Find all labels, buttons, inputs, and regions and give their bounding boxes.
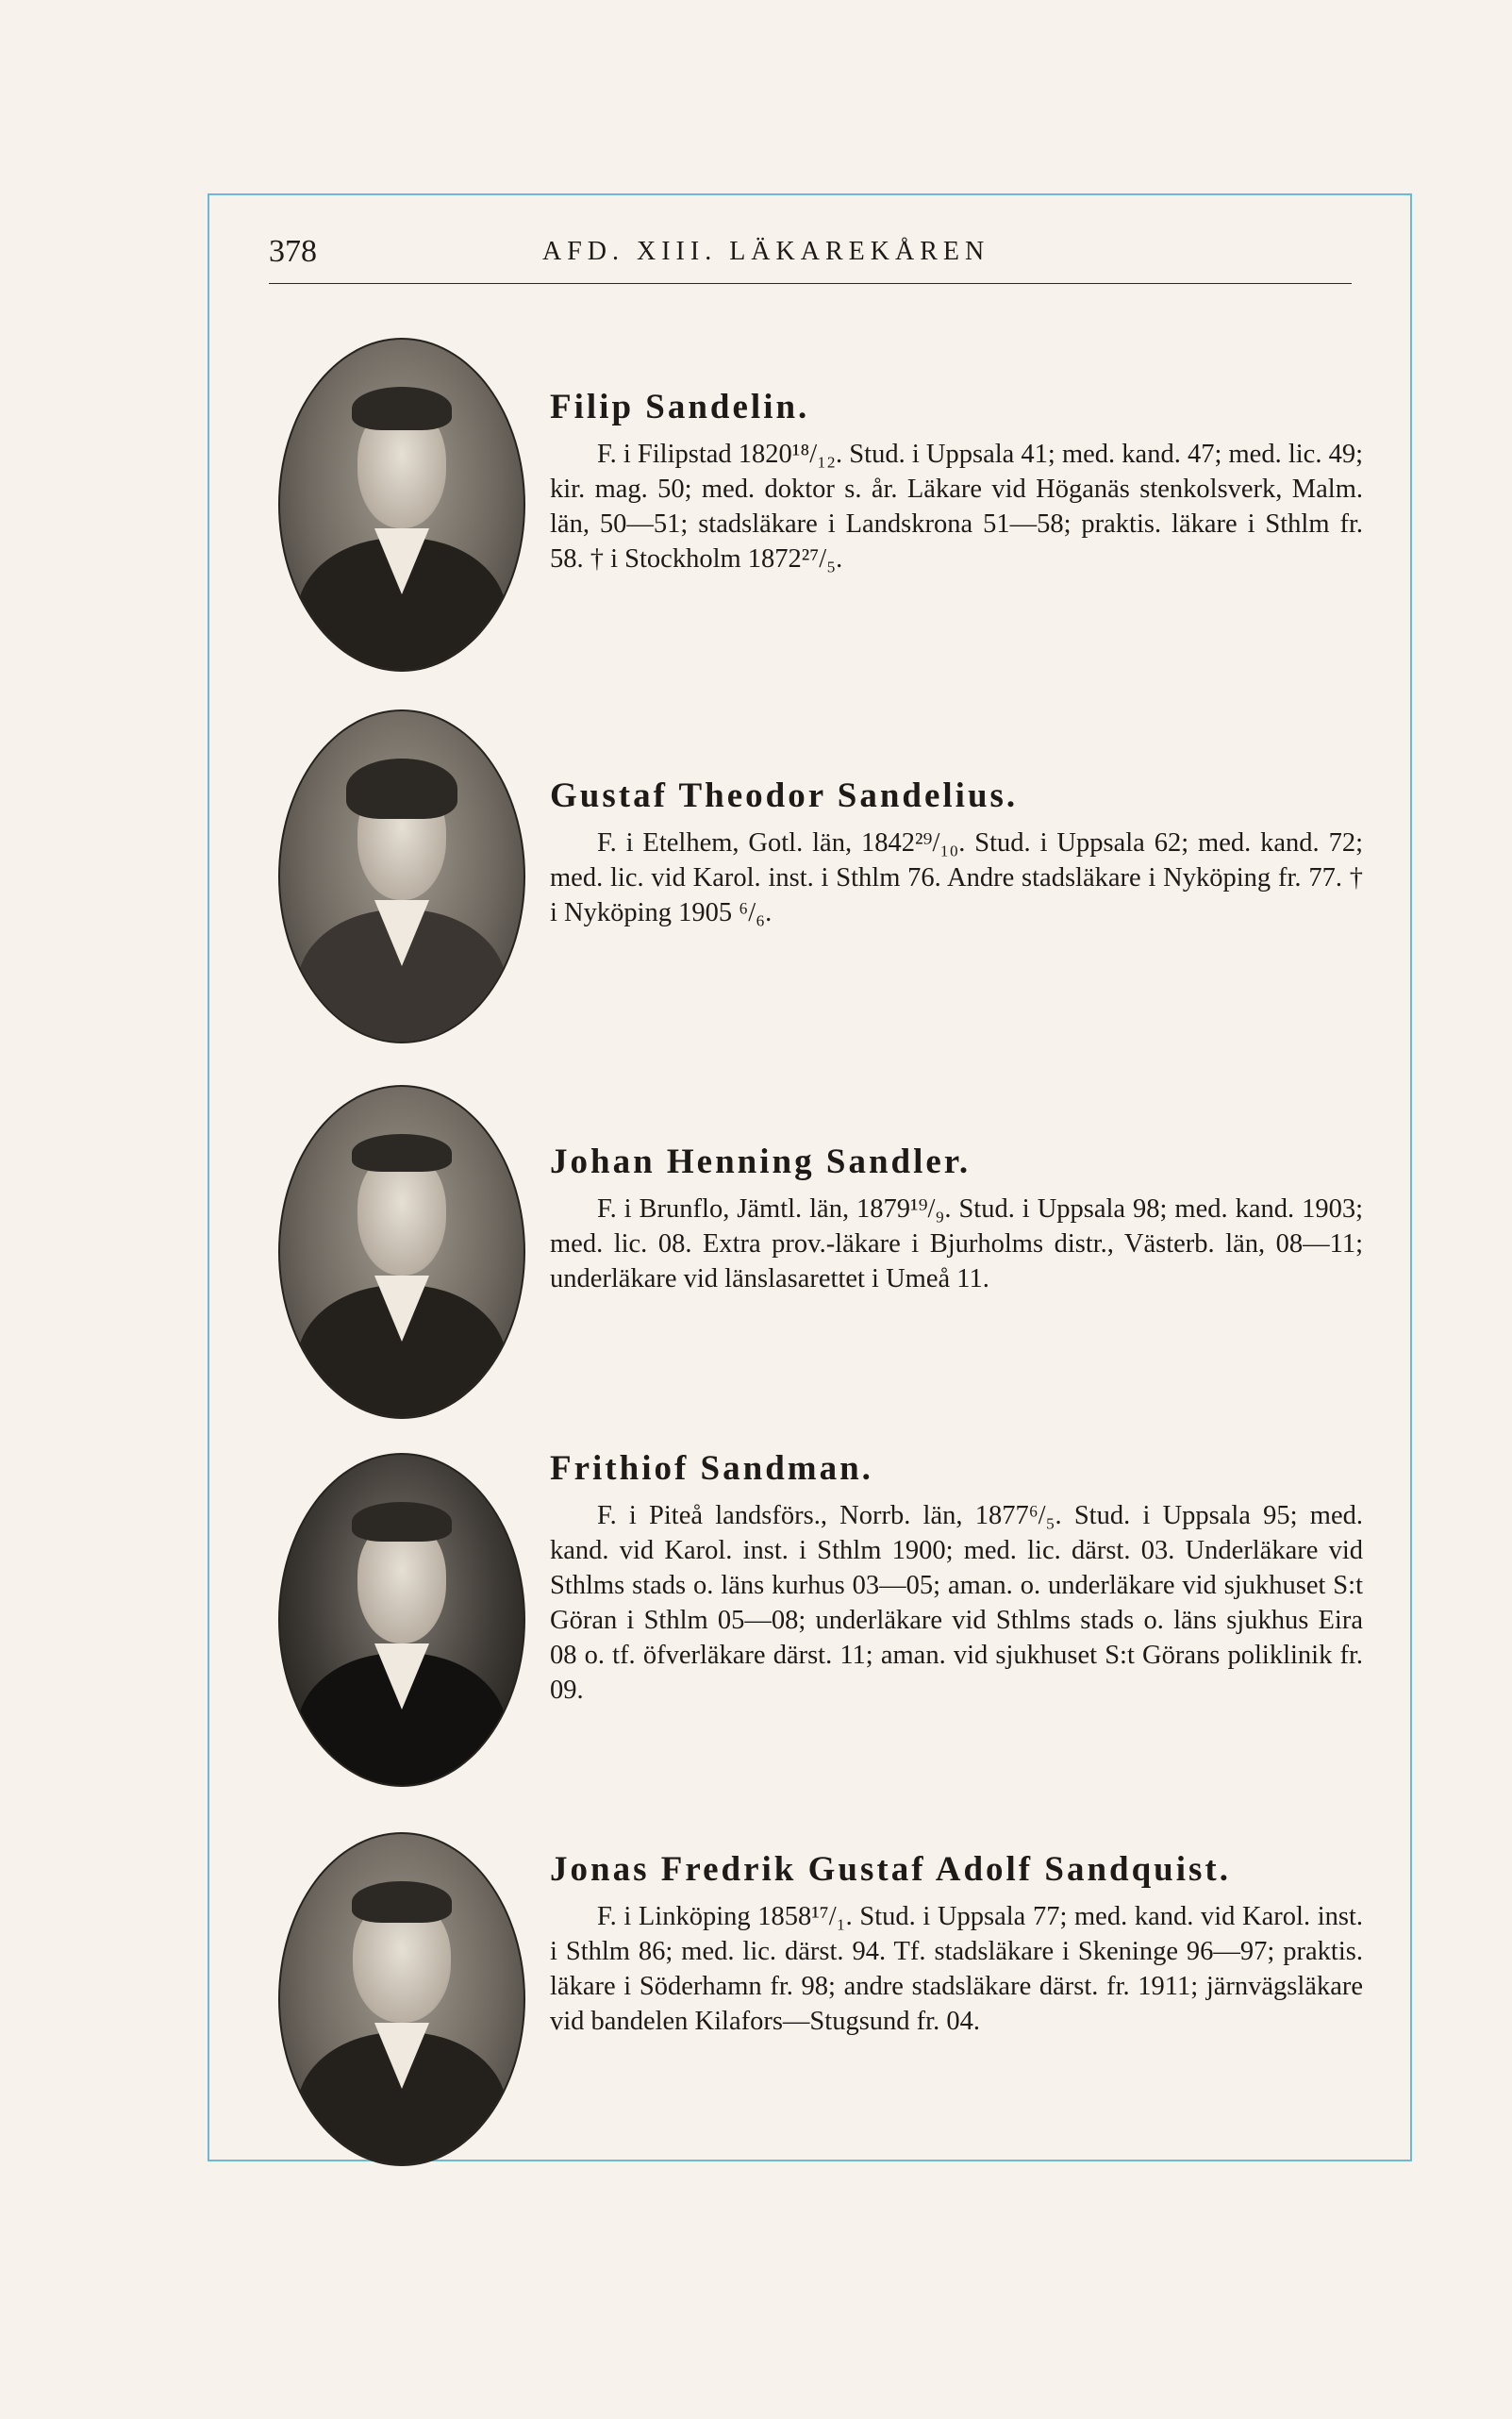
biography-text: F. i Etelhem, Gotl. län, 1842²⁹/₁₀. Stud. i Uppsala 62; med. kand. 72; med. lic. vid Karol. inst. i Sthlm 76. Andre stadsläkare i Nyköping fr. 77. † i Nyköping 1905 ⁶/₆. (550, 828, 1363, 927)
portrait-photo (278, 1085, 525, 1419)
biography-text: F. i Piteå landsförs., Norrb. län, 1877⁶/₅. Stud. i Uppsala 95; med. kand. vid Karol. inst. i Sthlm 1900; med. lic. därst. 03. Underläkare vid Sthlms stads o. läns kurhus 03—05; aman. o. underläkare vid sjukhuset S:t Göran i Sthlm 05—08; underläkare vid Sthlms stads o. läns sjukhus Eira 08 o. tf. öfverläkare därst. 11; aman. vid sjukhuset S:t Görans poliklinik fr. 09. (550, 1501, 1363, 1705)
person-name: Johan Henning Sandler. (550, 1143, 972, 1181)
portrait-photo (278, 338, 525, 672)
person-name: Gustaf Theodor Sandelius. (550, 776, 1019, 815)
portrait-photo (278, 1453, 525, 1787)
person-name: Jonas Fredrik Gustaf Adolf Sandquist. (550, 1850, 1232, 1889)
biography-text: F. i Filipstad 1820¹⁸/₁₂. Stud. i Uppsala 41; med. kand. 47; med. lic. 49; kir. mag. 50; med. doktor s. år. Läkare vid Höganäs stenkolsverk, Malm. län, 50—51; stadsläkare i Landskrona 51—58; praktis. läkare i Sthlm fr. 58. † i Stockholm 1872²⁷/₅. (550, 440, 1363, 574)
portrait-photo (278, 709, 525, 1043)
biography-text: F. i Linköping 1858¹⁷/₁. Stud. i Uppsala 77; med. kand. vid Karol. inst. i Sthlm 86; med. lic. därst. 94. Tf. stadsläkare i Skeninge 96—97; praktis. läkare i Söderhamn fr. 98; andre stadsläkare därst. fr. 1911; järnvägsläkare vid bandelen Kilafors—Stugsund fr. 04. (550, 1902, 1363, 2036)
person-name: Filip Sandelin. (550, 388, 810, 426)
section-title: AFD. XIII. LÄKAREKÅREN (542, 237, 990, 266)
portrait-photo (278, 1832, 525, 2166)
biography-text: F. i Brunflo, Jämtl. län, 1879¹⁹/₉. Stud. i Uppsala 98; med. kand. 1903; med. lic. 08. Extra prov.-läkare i Bjurholms distr., Västerb. län, 08—11; underläkare vid länslasarettet i Umeå 11. (550, 1194, 1363, 1293)
page-header (269, 234, 1352, 284)
page-number: 378 (269, 234, 317, 269)
person-name: Frithiof Sandman. (550, 1449, 873, 1488)
